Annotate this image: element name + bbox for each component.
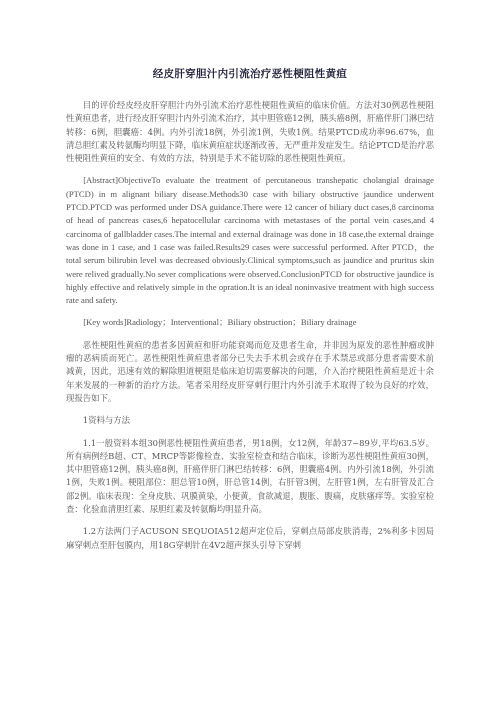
abstract-english: [Abstract]ObjectiveTo evaluate the treatment of percutaneous transhepatic cholangial drainage (PTCD) in m alignant biliary disease.Methods30 case with biliary obstructive jaundice underwent PTCD.PTCD was performed under DSA guidance.There were 12 cancer of biliary duct cases,8 carcinoma of head of pancreas cases,6 hepatocellular carcinoma with metastases of the portal vein cases,and 4 carcinoma of gallbladder cases.The internal and external drainage was done in 18 case,the external drainge was done in 1 case, and 1 case was failed.Results29 cases were successful performed. After PTCD，the total serum bilirubin level was decreased obviously.Clinical symptoms,such as jaundice and pruritus skin were relived gradually.No sever complications were observed.ConclusionPTCD for obstructive jaundice is highly effective and relatively simple in the opration.It is an ideal noninvasive treatment with high success rate and safety. (66, 175, 434, 306)
document-title: 经皮肝穿胆汁内引流治疗恶性梗阻性黄疸 (152, 68, 348, 80)
introduction-paragraph: 恶性梗阻性黄疸的患者多因黄疸和肝功能衰竭而危及患者生命，并非因为原发的恶性肿瘤或肿瘤的恶病质而死亡。恶性梗阻性黄疸患者部分已失去手术机会或存在手术禁忌或部分患者需要术前减黄，因此，迅速有效的解除胆道梗阻是临床迫切需要解决的问题，介入治疗梗阻性黄疸是近十余年来发展的一种新的治疗方法。笔者采用经皮肝穿刺行胆汁内外引流手术取得了较为良好的疗效，现报告如下。 (66, 339, 434, 403)
subsection-methods: 1.2方法两门子ACUSON SEQUOIA512超声定位后，穿刺点局部皮肤消毒，2%利多卡因局麻穿刺点至肝包膜内，用18G穿刺针在4V2超声探头引导下穿刺 (66, 526, 434, 550)
keywords: [Key words]Radiology；Interventional；Biliary obstruction；Biliary drainage (83, 317, 357, 328)
section-heading-materials-methods: 1资料与方法 (82, 415, 130, 426)
subsection-general-data: 1.1一般资料本组30例恶性梗阻性黄疸患者，男18例，女12例，年龄37~89岁,平均63.5岁。所有病例经B超、CT、MRCP等影像检查、实验室检查和结合临床，诊断为恶性梗阻性黄疸30例，其中胆管癌12例，胰头癌8例，肝癌伴肝门淋巴结转移：6例，胆囊癌4例。内外引流18例，外引流1例，失败1例。梗阻部位：胆总管10例，肝总管14例，右肝管3例，左肝管1例，左右肝管及汇合部2例。临床表现：全身皮肤、巩膜黄染，小便黄，食欲减退，腹胀、腹痛，皮肤瘙痒等。实验室检查：化验血清胆红素、尿胆红素及转氨酶均明显升高。 (66, 437, 434, 515)
abstract-chinese: 目的评价经皮经皮肝穿胆汁内外引流术治疗恶性梗阻性黄疸的临床价值。方法对30例恶性梗阻性黄疸患者，进行经皮肝穿胆汁内外引流术治疗，其中胆管癌12例，胰头癌8例，肝癌伴肝门淋巴结转移：6例，胆囊癌：4例。内外引流18例，外引流1例，失败1例。结果PTCD成功率96.67%，血清总胆红素及转氨酶均明显下降，临床黄疸症状逐渐改善，无严重并发症发生。结论PTCD是治疗恶性梗阻性黄疸的安全、有效的方法，特别是手术不能切除的恶性梗阻性黄疸。 (66, 100, 434, 164)
